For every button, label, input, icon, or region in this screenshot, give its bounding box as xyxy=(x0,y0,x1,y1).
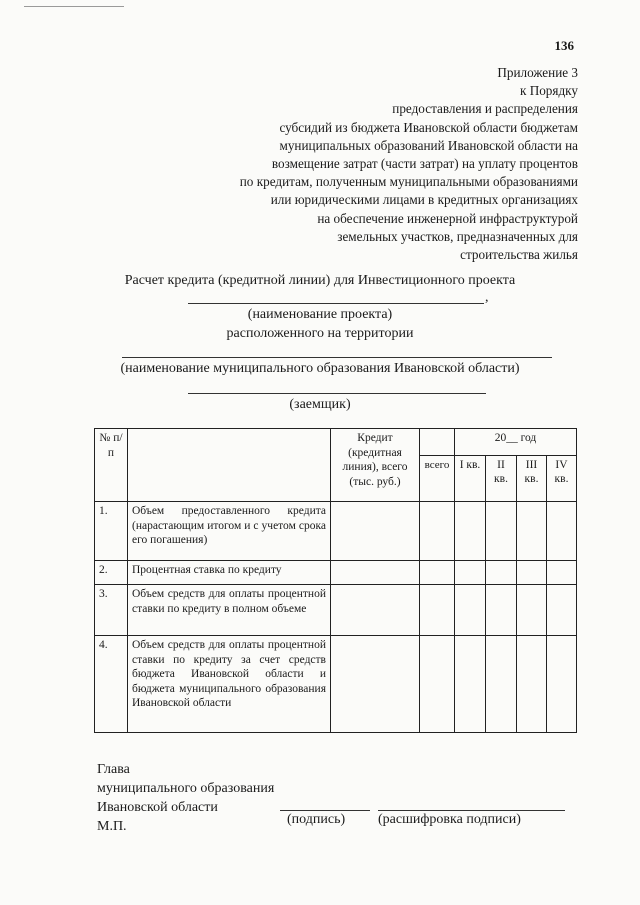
header-total: всего xyxy=(420,455,455,501)
value-cell xyxy=(547,636,577,733)
value-cell xyxy=(517,561,547,585)
appendix-line: муниципальных образований Ивановской области на xyxy=(279,137,578,153)
value-cell xyxy=(455,636,486,733)
table-row xyxy=(95,502,577,561)
value-cell xyxy=(486,502,517,561)
row-label: Объем предоставленного кредита (нарастающим итогом и с учетом срока его погашения) xyxy=(128,502,331,561)
signature-line: Глава xyxy=(97,762,130,777)
value-cell xyxy=(420,585,455,636)
appendix-line: или юридическими лицами в кредитных организациях xyxy=(270,192,578,208)
value-cell xyxy=(331,561,420,585)
appendix-line: на обеспечение инженерной инфраструктурой xyxy=(317,210,578,226)
appendix-line: строительства жилья xyxy=(460,247,578,263)
row-number: 3. xyxy=(95,585,128,636)
table-row xyxy=(95,585,577,636)
table-row xyxy=(95,636,577,733)
value-cell xyxy=(517,585,547,636)
value-cell xyxy=(547,561,577,585)
appendix-line: Приложение 3 xyxy=(497,65,578,80)
appendix-line: земельных участков, предназначенных для xyxy=(337,228,578,244)
header-number: № п/п xyxy=(95,429,128,502)
municipality-blank xyxy=(122,357,552,358)
municipality-caption: (наименование муниципального образования Ивановской области) xyxy=(120,361,520,376)
row-number: 4. xyxy=(95,636,128,733)
appendix-line: субсидий из бюджета Ивановской области бюджетам xyxy=(279,119,578,135)
row-label: Процентная ставка по кредиту xyxy=(128,561,331,585)
value-cell xyxy=(486,561,517,585)
borrower-caption: (заемщик) xyxy=(289,397,351,412)
header-quarter: IV кв. xyxy=(547,455,577,501)
header-quarter: I кв. xyxy=(455,455,486,501)
appendix-line: предоставления и распределения xyxy=(392,101,578,117)
row-number: 1. xyxy=(95,502,128,561)
value-cell xyxy=(547,502,577,561)
row-label: Объем средств для оплаты процентной ставки по кредиту за счет средств бюджета Ивановской области и бюджета муниципального образования Ивановской области xyxy=(128,636,331,733)
value-cell xyxy=(486,585,517,636)
value-cell xyxy=(517,502,547,561)
table-header-row xyxy=(95,429,577,456)
header-quarter: III кв. xyxy=(517,455,547,501)
appendix-line: возмещение затрат (части затрат) на уплату процентов xyxy=(271,156,578,172)
value-cell xyxy=(331,585,420,636)
value-cell xyxy=(331,502,420,561)
header-quarter: II кв. xyxy=(486,455,517,501)
value-cell xyxy=(331,636,420,733)
value-cell xyxy=(486,636,517,733)
row-label: Объем средств для оплаты процентной ставки по кредиту в полном объеме xyxy=(128,585,331,636)
signature-line: муниципального образования xyxy=(97,781,275,796)
document-title: Расчет кредита (кредитной линии) для Инвестиционного проекта xyxy=(124,273,516,288)
table-row xyxy=(95,561,577,585)
value-cell xyxy=(517,636,547,733)
value-cell xyxy=(420,561,455,585)
signature-line: Ивановской области xyxy=(97,800,218,815)
value-cell xyxy=(420,502,455,561)
value-cell xyxy=(420,636,455,733)
value-cell xyxy=(455,502,486,561)
project-caption: (наименование проекта) xyxy=(247,307,393,322)
header-blank xyxy=(128,429,331,502)
header-year: 20__ год xyxy=(455,429,577,456)
decode-caption: (расшифровка подписи) xyxy=(378,812,521,827)
page-number: 136 xyxy=(554,38,574,53)
value-cell xyxy=(547,585,577,636)
appendix-header xyxy=(198,64,578,264)
credit-table xyxy=(94,428,577,733)
value-cell xyxy=(455,585,486,636)
project-name-blank xyxy=(188,303,484,304)
signature-caption: (подпись) xyxy=(287,812,346,827)
signature-blank xyxy=(280,810,370,811)
project-comma: , xyxy=(485,290,489,305)
appendix-line: к Порядку xyxy=(519,83,578,99)
decode-blank xyxy=(378,810,565,811)
row-number: 2. xyxy=(95,561,128,585)
signature-line: М.П. xyxy=(97,819,127,834)
header-credit: Кредит (кредитная линия), всего (тыс. руб.) xyxy=(331,429,420,502)
appendix-line: по кредитам, полученным муниципальными образованиями xyxy=(239,174,578,190)
scan-edge-line xyxy=(24,6,124,7)
territory-caption: расположенного на территории xyxy=(226,326,414,341)
header-spacer xyxy=(420,429,455,456)
signature-block xyxy=(97,760,274,836)
value-cell xyxy=(455,561,486,585)
borrower-blank xyxy=(188,393,486,394)
